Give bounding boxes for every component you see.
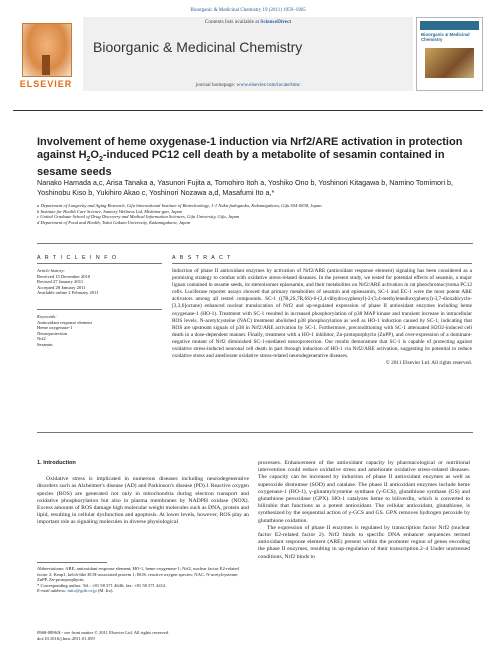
- affiliation-a: a Department of Longevity and Aging Research, Gifu International Institute of Biotechnology, 1-1 Naka-fudogaoka, Kakamigahara, Gifu 504-0838, Japan: [37, 203, 322, 208]
- keywords: [37, 314, 162, 348]
- contents-line: [83, 19, 413, 25]
- article-title: Involvement of heme oxygenase-1 induction via Nrf2/ARE activation in protection against $H_2O_2$-induced PC12 cell death by a metabolite of sesamin contained in sesame seeds: [37, 136, 463, 179]
- cover-title: Bioorganic & Medicinal Chemistry: [421, 32, 470, 42]
- journal-citation-line: Bioorganic & Medicinal Chemistry 19 (2011) 1959–1965: [190, 8, 306, 13]
- keyword-item: Nrf2: [37, 336, 46, 342]
- copyright-line: © 2011 Elsevier Ltd. All rights reserved.: [385, 360, 472, 367]
- keyword-item: Neuroprotection: [37, 330, 68, 336]
- article-history: [37, 268, 162, 296]
- sciencedirect-link[interactable]: ScienceDirect: [260, 19, 292, 25]
- footnote-rule: [37, 562, 107, 563]
- history-revised: Revised 27 January 2011: [37, 279, 84, 285]
- affiliation-c: c United Graduate School of Drug Discovery and Medical Information Sciences, Gifu University, Gifu, Japan: [37, 214, 240, 220]
- elsevier-tree-logo-icon: [13, 17, 79, 91]
- keyword-item: Antioxidant response element: [37, 319, 92, 325]
- header-divider: [13, 110, 483, 111]
- affiliations: [37, 203, 467, 225]
- body-column-right: [258, 460, 470, 561]
- section-divider: [37, 243, 473, 244]
- body-paragraph: The expression of phase II enzymes is regulated by transcription factor Nrf2 (nuclear factor E2-related factor 2). Nrf2 binds to specific DNA enhancer sequences termed antioxidant response element (ARE) present within the promoter region of genes encoding the phase II enzymes, resulting in up-regulation of their transcription.2–4 Under unstressed conditions, Nrf2 binds to: [258, 524, 470, 560]
- journal-header: [13, 17, 483, 107]
- corresponding-author-footnote: * Corresponding author. Tel.: +81 58 371 4646; fax: +81 58 371 4412.: [37, 582, 167, 588]
- body-paragraph: Oxidative stress is implicated in numerous diseases including neurodegenerative disorders such as Alzheimer's disease (AD) and Parkinson's disease (PD).1 Reactive oxygen species (ROS) are generated not only in mitochondria during electron transport and oxidative phosphorylation but also in plasma membranes by NADPH oxidase (NOX). Excess amounts of ROS damage high molecular weight molecules such as DNA, protein and lipid, resulting in cellular dysfunction and apoptosis. At lower levels, however, ROS play an important role as signaling molecules in diverse physiological: [37, 476, 249, 526]
- abstract-rule: [172, 263, 472, 264]
- article-footer: [37, 630, 249, 641]
- footnotes: [37, 566, 249, 594]
- email-footnote: E-mail address: mito@giib.or.jp (M. Ito).: [37, 588, 114, 594]
- contents-prefix: Contents lists available at: [204, 19, 261, 25]
- keyword-item: Sesamin: [37, 341, 53, 347]
- article-info-rule: [37, 263, 162, 264]
- doi-link[interactable]: doi:10.1016/j.bmc.2011.01.059: [37, 635, 95, 641]
- journal-banner: [83, 17, 413, 91]
- history-label: Article history:: [37, 268, 65, 273]
- email-link[interactable]: mito@giib.or.jp: [67, 588, 97, 594]
- homepage-prefix: journal homepage:: [195, 82, 237, 88]
- abbreviations-footnote: Abbreviations: ARE, antioxidant response element; HO-1, heme oxygenase-1; Nrf2, nuclear factor E2-related factor 2; Keap1, kelch-like ECH-associated protein 1; ROS, reactive oxygen species; NAC, N-acetylcysteine; ZnPP, Zn-protoporphyrin.: [37, 566, 239, 583]
- journal-homepage-line: [83, 82, 413, 88]
- author-list: Nanako Hamada a,c, Arisa Tanaka a, Yasunori Fujita a, Tomohiro Itoh a, Yoshiko Ono b, Yoshinori Kitagawa b, Namino Tomimori b, Yoshinobu Kiso b, Yukihiro Akao c, Yoshinori Nozawa a,d, Masafumi Ito a,*: [37, 178, 454, 197]
- keywords-rule: [37, 309, 162, 310]
- history-accepted: Accepted 28 January 2011: [37, 284, 86, 290]
- abstract-paragraph: Induction of phase II antioxidant enzymes by activation of Nrf2/ARE (antioxidant response element) signaling has been considered as a promising strategy to combat with oxidative stress-related diseases. In the present study, we tested for potential effects of sesamin, a major lignan contained in sesame seeds, its stereoisomer episesamin, and their metabolites on Nrf2/ARE activation in rat pheochromocytoma PC12 cells. Luciferase reporter assays showed that primary metabolites of sesamin and episesamin, SC-1 and EC-1 were the most potent ARE activators among all tested compounds. SC-1 ((7R,2S,7R,6S)-6-(3,4-dihydroxyphenyl)-2-(3,4-methylenedioxyphenyl)-3,7-dioxabicyclo-[3,3,0]octane) enhanced nuclear translocation of Nrf2 and up-regulated expression of phase II antioxidant enzymes including heme oxygenase-1 (HO-1). Treatment with SC-1 resulted in increased phosphorylation of p38 MAP kinase and transient increase in intracellular ROS levels. N-acetylcysteine (NAC) treatment abolished p38 phosphorylation as well as HO-1 induction caused by SC-1, indicating that ROS are upstream signals of p38 in Nrf2/ARE activation by SC-1. Furthermore, preconditioning with SC-1 attenuated H2O2-induced cell death in a dose-dependent manner. Finally, treatment with a HO-1 inhibitor, Zn-protoporphyrin (ZnPP), and over-expression of a dominant-negative mutant of Nrf2 diminished SC-1-mediated neuroprotection. Our results demonstrate that SC-1 is capable of protecting against oxidative stress-induced neuronal cell death in part through induction of HO-1 via Nrf2/ARE activation, suggesting its potential to reduce oxidative stress and ameliorate oxidative stress-related neurodegenerative diseases.: [172, 268, 472, 360]
- affiliation-d: d Department of Food and Health, Tokai Gakuin University, Kakamigahara, Japan: [37, 219, 191, 225]
- body-column-left: [37, 460, 249, 527]
- introduction-heading: 1. Introduction: [37, 460, 76, 466]
- history-received: Received 15 December 2010: [37, 273, 91, 279]
- keywords-label: Keywords:: [37, 314, 57, 319]
- affiliation-b: b Institute for Health Care Science, Suntory Wellness Ltd, Mishima-gun, Japan: [37, 208, 183, 214]
- homepage-link[interactable]: www.elsevier.com/locate/bmc: [236, 82, 301, 88]
- abstract-body: [172, 268, 472, 367]
- article-info-heading: A R T I C L E I N F O: [37, 255, 118, 261]
- journal-cover-icon: [416, 17, 483, 91]
- history-online: Available online 2 February 2011: [37, 290, 99, 296]
- abstract-heading: A B S T R A C T: [172, 255, 232, 261]
- journal-title: Bioorganic & Medicinal Chemistry: [93, 39, 303, 55]
- keyword-item: Heme oxygenase-1: [37, 325, 73, 331]
- abstract-end-rule: [37, 432, 473, 433]
- issn-line: 0968-0896/$ - see front matter © 2011 Elsevier Ltd. All rights reserved.: [37, 630, 170, 635]
- publisher-name: ELSEVIER: [19, 79, 73, 89]
- body-paragraph: processes. Enhancement of the antioxidant capacity by pharmacological or nutritional intervention could reduce oxidative stress and ameliorate oxidative stress-related diseases. The capacity can be increased by induction of phase II antioxidant enzymes as well as superoxide dismutase (SOD) and catalase. The phase II antioxidant enzymes include heme oxygenase-1 (HO-1), γ-glutamylcysteine synthase (γ-GCS), glutathione synthase (GS) and glutathione peroxidase (GPX). HO-1 catalyzes heme to biliverdin, which is converted to bilirubin that functions as a potent antioxidant. The cellular antioxidant, glutathione, is synthesized by the sequential action of γ-GCS and GS. GPX removes hydrogen peroxide by glutathione oxidation.: [258, 460, 470, 524]
